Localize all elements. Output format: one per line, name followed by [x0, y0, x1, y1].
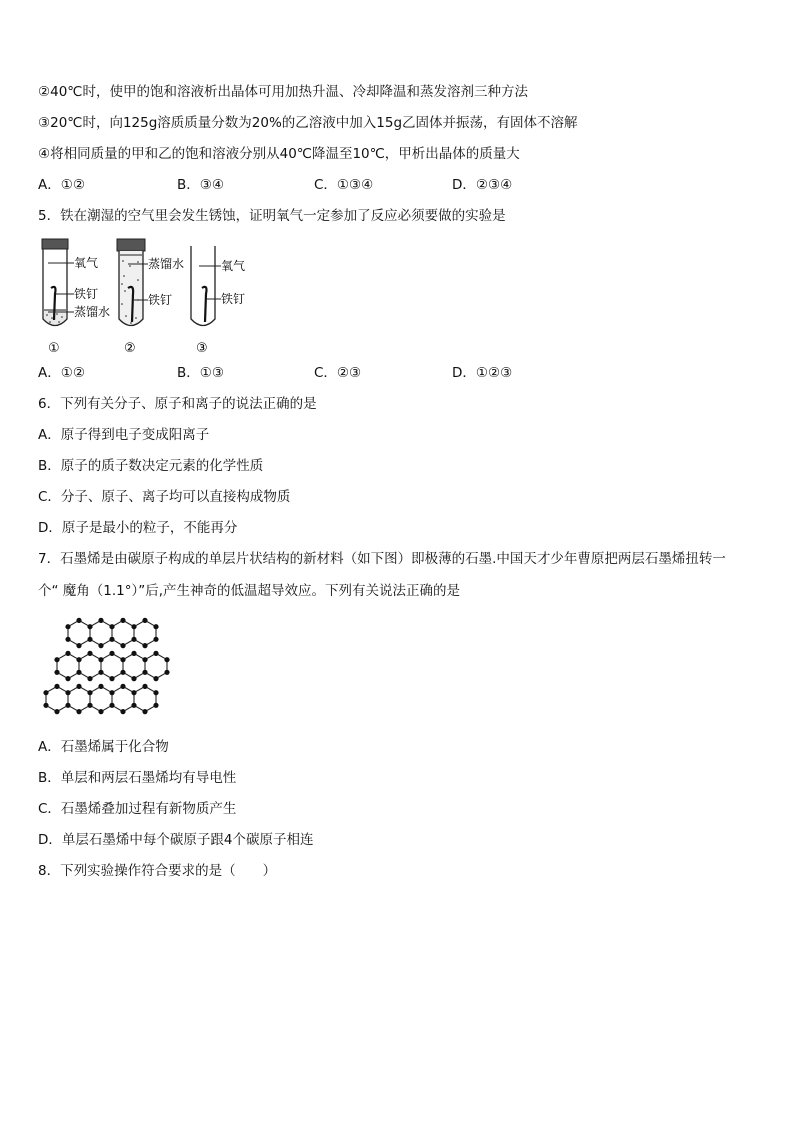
tube-1-number: ①: [48, 341, 60, 356]
carbon-atom: [76, 709, 81, 714]
q5-option-a[interactable]: A．①②: [38, 365, 85, 381]
carbon-atom: [109, 637, 114, 642]
carbon-atom: [87, 651, 92, 656]
q5-options: [38, 364, 658, 382]
carbon-atom: [87, 703, 92, 708]
tube-1-nail-label: 铁钉: [74, 287, 99, 301]
tube-3-number: ③: [196, 341, 208, 356]
q7-option-c[interactable]: C．石墨烯叠加过程有新物质产生: [38, 801, 237, 817]
tube-1: [42, 239, 110, 356]
carbon-atom: [109, 676, 114, 681]
q7-option-d[interactable]: D．单层石墨烯中每个碳原子跟4个碳原子相连: [38, 832, 314, 848]
carbon-atom: [87, 624, 92, 629]
carbon-atom: [54, 709, 59, 714]
q6-stem: 6．下列有关分子、原子和离子的说法正确的是: [38, 396, 317, 412]
carbon-atom: [131, 651, 136, 656]
q5-option-b[interactable]: B．①③: [177, 365, 224, 381]
carbon-atom: [142, 684, 147, 689]
q4-option-b[interactable]: B．③④: [177, 177, 224, 193]
carbon-atom: [142, 709, 147, 714]
carbon-atom: [87, 690, 92, 695]
carbon-atom: [65, 624, 70, 629]
q7-stem-line-2: 个“ 魔角（1.1°）”后,产生神奇的低温超导效应。下列有关说法正确的是: [38, 583, 461, 599]
carbon-atom: [98, 643, 103, 648]
carbon-atom: [65, 690, 70, 695]
tube-2: [117, 239, 184, 356]
carbon-atom: [142, 618, 147, 623]
carbon-atom: [76, 643, 81, 648]
q5-stem: 5．铁在潮湿的空气里会发生锈蚀，证明氧气一定参加了反应必须要做的实验是: [38, 208, 506, 224]
carbon-atom: [153, 624, 158, 629]
carbon-atom: [54, 657, 59, 662]
q4-options: [38, 176, 658, 194]
carbon-atom: [120, 618, 125, 623]
tube-2-number: ②: [124, 341, 136, 356]
carbon-atom: [164, 657, 169, 662]
carbon-atom: [76, 670, 81, 675]
q4-statement-3: ③20℃时，向125g溶质质量分数为20%的乙溶液中加入15g乙固体并振荡，有固体不溶解: [38, 115, 578, 131]
carbon-atom: [131, 637, 136, 642]
carbon-atom: [131, 624, 136, 629]
tube-3-oxygen-label: 氧气: [221, 259, 246, 273]
carbon-atom: [120, 684, 125, 689]
carbon-atom: [98, 657, 103, 662]
tube-3: [191, 246, 245, 356]
carbon-atom: [65, 651, 70, 656]
carbon-atom: [153, 690, 158, 695]
q6-option-c[interactable]: C．分子、原子、离子均可以直接构成物质: [38, 489, 291, 505]
carbon-atom: [76, 657, 81, 662]
carbon-atom: [142, 657, 147, 662]
tube-2-nail-label: 铁钉: [148, 293, 173, 307]
q5-test-tube-figure: [30, 236, 260, 358]
carbon-atom: [142, 643, 147, 648]
carbon-atom: [98, 684, 103, 689]
carbon-atom: [120, 670, 125, 675]
carbon-atom: [164, 670, 169, 675]
q8-stem: 8．下列实验操作符合要求的是（ ）: [38, 863, 277, 879]
carbon-atom: [65, 637, 70, 642]
q7-option-a[interactable]: A．石墨烯属于化合物: [38, 739, 169, 755]
q4-option-d[interactable]: D．②③④: [452, 177, 513, 193]
q6-option-d[interactable]: D．原子是最小的粒子，不能再分: [38, 520, 238, 536]
q4-option-c[interactable]: C．①③④: [314, 177, 374, 193]
carbon-atom: [109, 703, 114, 708]
carbon-atom: [109, 690, 114, 695]
carbon-atom: [142, 670, 147, 675]
carbon-atom: [153, 651, 158, 656]
tube-1-water-label: 蒸馏水: [74, 305, 111, 319]
carbon-atom: [98, 670, 103, 675]
q4-statement-4: ④将相同质量的甲和乙的饱和溶液分别从40℃降温至10℃，甲析出晶体的质量大: [38, 146, 520, 162]
carbon-atom: [109, 651, 114, 656]
carbon-atom: [65, 703, 70, 708]
carbon-atom: [120, 709, 125, 714]
carbon-atom: [153, 637, 158, 642]
carbon-atom: [87, 676, 92, 681]
carbon-atom: [98, 709, 103, 714]
tube-1-oxygen-label: 氧气: [74, 256, 99, 270]
carbon-atom: [131, 703, 136, 708]
q4-statement-2: ②40℃时，使甲的饱和溶液析出晶体可用加热升温、冷却降温和蒸发溶剂三种方法: [38, 84, 528, 100]
carbon-atom: [43, 703, 48, 708]
q6-option-a[interactable]: A．原子得到电子变成阳离子: [38, 427, 210, 443]
carbon-atom: [76, 618, 81, 623]
carbon-atom: [131, 690, 136, 695]
q7-option-b[interactable]: B．单层和两层石墨烯均有导电性: [38, 770, 237, 786]
carbon-atom: [109, 624, 114, 629]
carbon-atom: [153, 703, 158, 708]
carbon-atom: [153, 676, 158, 681]
carbon-atom: [120, 643, 125, 648]
carbon-atom: [98, 618, 103, 623]
carbon-atom: [43, 690, 48, 695]
tube-2-water-label: 蒸馏水: [148, 257, 185, 271]
q5-option-d[interactable]: D．①②③: [452, 365, 513, 381]
carbon-atom: [131, 676, 136, 681]
carbon-atom: [65, 676, 70, 681]
q4-option-a[interactable]: A．①②: [38, 177, 85, 193]
tube-3-nail-label: 铁钉: [221, 292, 246, 306]
q6-option-b[interactable]: B．原子的质子数决定元素的化学性质: [38, 458, 264, 474]
q7-stem-line-1: 7．石墨烯是由碳原子构成的单层片状结构的新材料（如下图）即极薄的石墨.中国天才少年曹原把两层石墨烯扭转一: [38, 551, 726, 567]
carbon-atom: [54, 684, 59, 689]
carbon-atom: [120, 657, 125, 662]
carbon-atom: [76, 684, 81, 689]
carbon-atom: [87, 637, 92, 642]
carbon-atom: [54, 670, 59, 675]
q5-option-c[interactable]: C．②③: [314, 365, 362, 381]
graphene-lattice-figure: [36, 616, 184, 716]
